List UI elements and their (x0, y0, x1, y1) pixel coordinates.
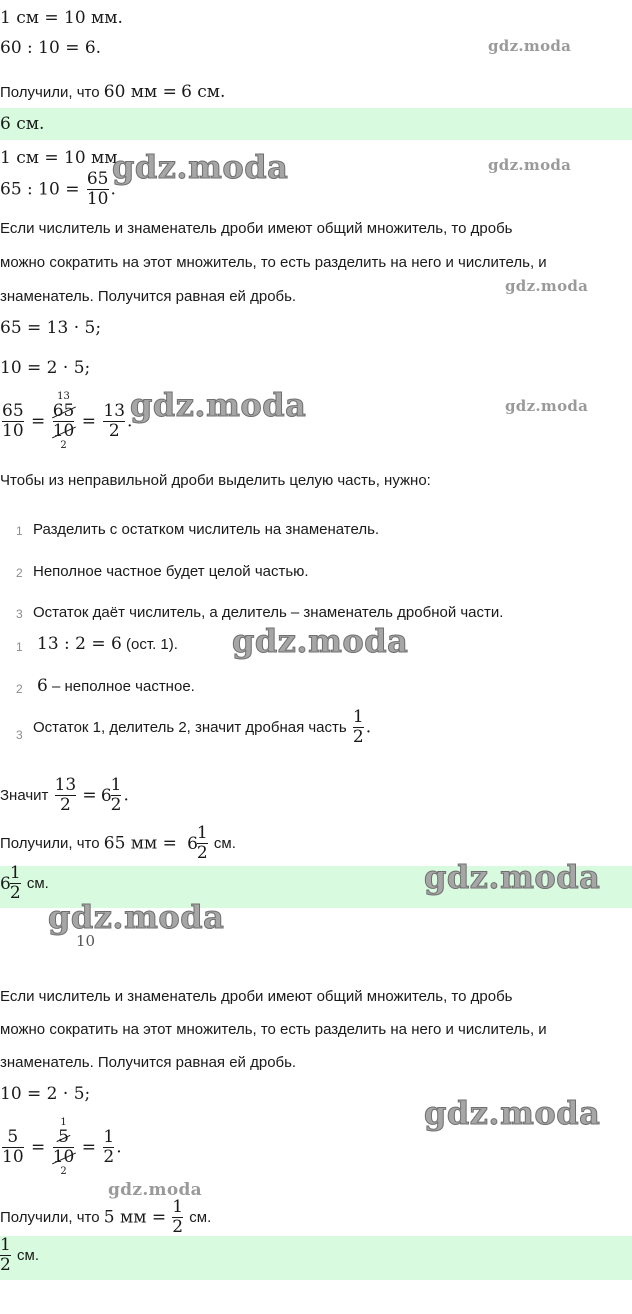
watermark: gdz.moda (112, 148, 289, 186)
answer-text: 6 $\frac{1}{2}$ см. (0, 863, 49, 903)
reduction-equation: $\frac{65}{10}$ = 13 65 10 2 = $\frac{13}{2}$ . (2, 391, 133, 451)
list-number: 1 (16, 640, 23, 654)
equation-line: 60 : 10 = 6. (0, 38, 102, 58)
rule-text: можно сократить на этот множитель, то есть разделить на него и числитель, и (0, 1021, 547, 1038)
rule-text: знаменатель. Получится равная ей дробь. (0, 288, 297, 305)
instruction-text: Чтобы из неправильной дроби выделить целую часть, нужно: (0, 472, 431, 489)
watermark: gdz.moda (48, 898, 225, 936)
conclusion-line: Значит $\frac{13}{2}$ = 6 $\frac{1}{2}$ . (0, 775, 129, 815)
watermark: gdz.moda (505, 277, 589, 295)
rule-text: Если числитель и знаменатель дроби имеют общий множитель, то дробь (0, 220, 513, 237)
list-item: Неполное частное будет целой частью. (33, 563, 309, 580)
list-item: 13 : 2 = 6 (ост. 1). (37, 634, 178, 654)
answer-highlight-1 (0, 108, 632, 140)
list-number: 2 (16, 566, 23, 580)
list-item: 6 – неполное частное. (37, 676, 195, 696)
watermark: gdz.moda (424, 858, 601, 896)
cut-off-text: 10 (76, 932, 96, 950)
list-number: 3 (16, 607, 23, 621)
list-item: Остаток 1, делитель 2, значит дробная часть $\frac{1}{2}$ . (33, 707, 372, 747)
result-sentence: Получили, что 60 мм = 6 см. (0, 82, 226, 102)
equation-line: 10 = 2 · 5; (0, 1084, 91, 1104)
list-number: 1 (16, 524, 23, 538)
watermark: gdz.moda (130, 386, 307, 424)
equation-line: 1 см = 10 мм. (0, 148, 123, 168)
reduction-equation: $\frac{5}{10}$ = 1 5 10 2 = $\frac{1}{2}$ . (2, 1117, 122, 1177)
watermark: gdz.moda (232, 622, 409, 660)
answer-text: 6 см. (0, 114, 45, 134)
rule-text: знаменатель. Получится равная ей дробь. (0, 1054, 297, 1071)
rule-text: можно сократить на этот множитель, то есть разделить на него и числитель, и (0, 254, 547, 271)
equation-line: 1 см = 10 мм. (0, 8, 123, 28)
watermark: gdz.moda (505, 397, 589, 415)
result-sentence: Получили, что 65 мм = 6 $\frac{1}{2}$ см. (0, 823, 236, 863)
equation-line: 65 = 13 · 5; (0, 318, 102, 338)
list-number: 2 (16, 682, 23, 696)
list-item: Остаток даёт числитель, а делитель – знаменатель дробной части. (33, 604, 504, 621)
watermark: gdz.moda (488, 37, 572, 55)
result-sentence: Получили, что 5 мм = $\frac{1}{2}$ см. (0, 1197, 212, 1237)
list-item: Разделить с остатком числитель на знаменатель. (33, 521, 380, 538)
equation-line: 65 : 10 = $\frac{65}{10}$ . (0, 169, 116, 209)
answer-highlight-3 (0, 1236, 632, 1280)
answer-text: $\frac{1}{2}$ см. (0, 1235, 39, 1275)
watermark: gdz.moda (424, 1094, 601, 1132)
watermark: gdz.moda (488, 156, 572, 174)
equation-line: 10 = 2 · 5; (0, 358, 91, 378)
rule-text: Если числитель и знаменатель дроби имеют общий множитель, то дробь (0, 988, 513, 1005)
watermark: gdz.moda (108, 1180, 202, 1200)
list-number: 3 (16, 728, 23, 742)
